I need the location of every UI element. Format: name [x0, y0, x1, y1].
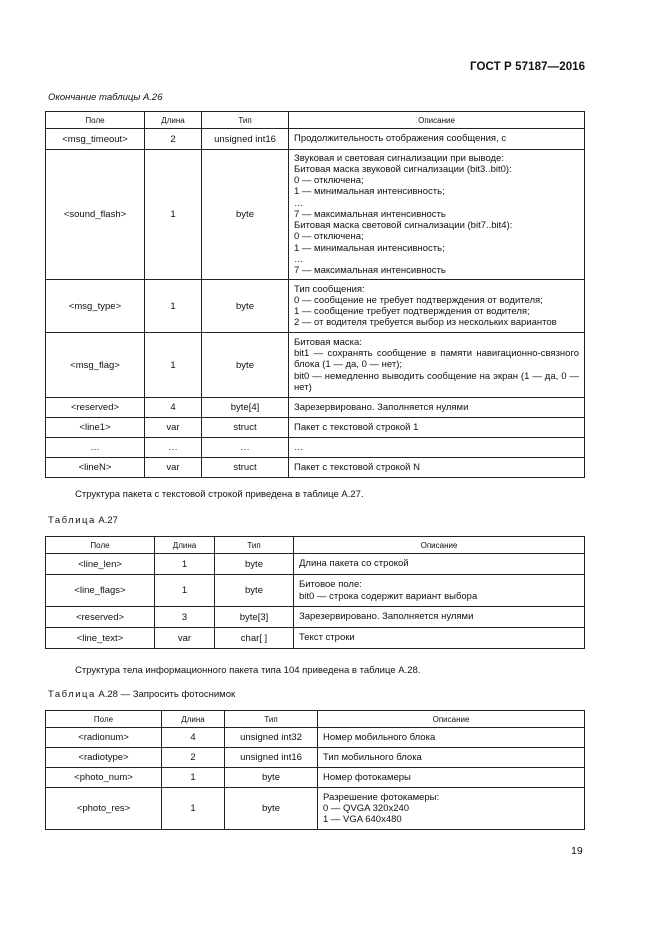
table-row — [46, 554, 585, 575]
cell-length: 1 — [155, 575, 215, 607]
cell-length: 4 — [162, 728, 225, 748]
cell-length: … — [145, 438, 202, 458]
cell-type: byte — [202, 150, 289, 280]
column-header-length: Длина — [155, 537, 215, 554]
table-a28 — [45, 710, 585, 830]
table-row — [46, 150, 585, 280]
table-row — [46, 728, 585, 748]
cell-length: 2 — [162, 748, 225, 768]
column-header-field: Поле — [46, 112, 145, 129]
cell-description — [294, 575, 585, 607]
cell-description: Пакет с текстовой строкой 1 — [289, 418, 585, 438]
description-line: Битовая маска световой сигнализации (bit7..bit4): — [294, 220, 513, 232]
table-a27 — [45, 536, 585, 649]
description-line: Звуковая и световая сигнализации при выводе: — [294, 152, 504, 164]
cell-description: Зарезервировано. Заполняется нулями — [294, 607, 585, 628]
column-header-description: Описание — [289, 112, 585, 129]
description-line: 1 — минимальная интенсивность; — [294, 186, 445, 198]
cell-description — [318, 788, 585, 830]
cell-field: <line_flags> — [46, 575, 155, 607]
description-line: 1 — минимальная интенсивность; — [294, 242, 445, 254]
table-row — [46, 418, 585, 438]
description-line: 0 — отключена; — [294, 175, 364, 187]
cell-field: <reserved> — [46, 398, 145, 418]
cell-length: 1 — [145, 333, 202, 398]
column-header-length: Длина — [162, 711, 225, 728]
table-a28-caption — [48, 689, 235, 700]
caption-number: А.28 — [98, 689, 118, 700]
cell-field: <msg_timeout> — [46, 129, 145, 150]
cell-length: var — [145, 458, 202, 478]
column-header-description: Описание — [318, 711, 585, 728]
column-header-length: Длина — [145, 112, 202, 129]
table-row — [46, 748, 585, 768]
cell-description — [289, 280, 585, 333]
table-a27-header — [46, 537, 585, 554]
cell-length: 2 — [145, 129, 202, 150]
cell-field: <msg_flag> — [46, 333, 145, 398]
cell-description: Зарезервировано. Заполняется нулями — [289, 398, 585, 418]
table-row — [46, 398, 585, 418]
cell-type: byte — [202, 280, 289, 333]
cell-length: 1 — [162, 768, 225, 788]
description-line: 7 — максимальная интенсивность — [294, 264, 446, 276]
cell-field: <msg_type> — [46, 280, 145, 333]
table-a28-header — [46, 711, 585, 728]
description-line: bit0 — немедленно выводить сообщение на экран (1 — да, 0 — нет) — [294, 370, 579, 393]
table-row — [46, 628, 585, 649]
cell-description: Продолжительность отображения сообщения, с — [289, 129, 585, 150]
cell-description — [289, 333, 585, 398]
cell-field: <photo_num> — [46, 768, 162, 788]
table-a27-caption — [48, 515, 118, 526]
cell-length: 1 — [145, 150, 202, 280]
table-row — [46, 607, 585, 628]
description-line: 1 — сообщение требует подтверждения от водителя; — [294, 306, 530, 317]
cell-description: Длина пакета со строкой — [294, 554, 585, 575]
description-line: 2 — от водителя требуется выбор из нескольких вариантов — [294, 317, 557, 329]
table-row — [46, 788, 585, 830]
cell-length: 1 — [155, 554, 215, 575]
cell-type: unsigned int32 — [225, 728, 318, 748]
cell-type: char[ ] — [215, 628, 294, 649]
table-row — [46, 280, 585, 333]
description-line: bit1 — сохранять сообщение в памяти навигационно-связного блока (1 — да, 0 — нет); — [294, 348, 579, 371]
table-row — [46, 438, 585, 458]
paragraph-table-a27-ref: Структура пакета с текстовой строкой приведена в таблице А.27. — [75, 489, 364, 500]
column-header-field: Поле — [46, 537, 155, 554]
description-line: bit0 — строка содержит вариант выбора — [299, 590, 478, 602]
cell-description — [289, 150, 585, 280]
table-a26 — [45, 111, 585, 478]
cell-length: 4 — [145, 398, 202, 418]
caption-prefix: Таблица — [48, 515, 96, 526]
description-line: 7 — максимальная интенсивность — [294, 208, 446, 220]
cell-field: <line1> — [46, 418, 145, 438]
table-row — [46, 768, 585, 788]
cell-field: <radiotype> — [46, 748, 162, 768]
cell-field: <lineN> — [46, 458, 145, 478]
caption-number: А.27 — [98, 515, 118, 526]
cell-type: byte — [225, 788, 318, 830]
cell-field: <line_text> — [46, 628, 155, 649]
table-row — [46, 129, 585, 150]
description-line: Битовая маска: — [294, 336, 362, 348]
cell-field: … — [46, 438, 145, 458]
description-line: 0 — QVGA 320x240 — [323, 802, 410, 814]
cell-field: <photo_res> — [46, 788, 162, 830]
page-number: 19 — [571, 845, 583, 857]
cell-description: Текст строки — [294, 628, 585, 649]
cell-description: … — [289, 438, 585, 458]
cell-type: … — [202, 438, 289, 458]
cell-field: <line_len> — [46, 554, 155, 575]
description-line: Битовое поле: — [299, 579, 362, 591]
cell-type: byte[3] — [215, 607, 294, 628]
cell-length: 1 — [145, 280, 202, 333]
description-line: 1 — VGA 640x480 — [323, 814, 402, 826]
cell-description: Номер мобильного блока — [318, 728, 585, 748]
table-row — [46, 458, 585, 478]
description-line: … — [294, 253, 304, 265]
column-header-description: Описание — [294, 537, 585, 554]
cell-field: <sound_flash> — [46, 150, 145, 280]
cell-type: byte — [215, 554, 294, 575]
description-line: Битовая маска звуковой сигнализации (bit3..bit0): — [294, 164, 512, 176]
cell-type: struct — [202, 418, 289, 438]
caption-title: — Запросить фотоснимок — [120, 689, 236, 700]
table-a26-header — [46, 112, 585, 129]
cell-description: Пакет с текстовой строкой N — [289, 458, 585, 478]
description-line: Разрешение фотокамеры: — [323, 791, 440, 803]
paragraph-table-a28-ref: Структура тела информационного пакета типа 104 приведена в таблице А.28. — [75, 665, 421, 676]
cell-length: var — [145, 418, 202, 438]
cell-type: byte — [202, 333, 289, 398]
table-row — [46, 333, 585, 398]
table-row — [46, 575, 585, 607]
description-line: Тип сообщения: — [294, 283, 365, 295]
description-line: 0 — отключена; — [294, 231, 364, 243]
cell-length: var — [155, 628, 215, 649]
description-line: … — [294, 197, 304, 209]
cell-type: byte[4] — [202, 398, 289, 418]
cell-type: byte — [215, 575, 294, 607]
cell-type: unsigned int16 — [202, 129, 289, 150]
table-a26-caption: Окончание таблицы А.26 — [48, 92, 163, 103]
cell-type: struct — [202, 458, 289, 478]
document-id: ГОСТ Р 57187—2016 — [470, 61, 586, 73]
column-header-type: Тип — [202, 112, 289, 129]
cell-description: Тип мобильного блока — [318, 748, 585, 768]
description-line: 0 — сообщение не требует подтверждения от водителя; — [294, 294, 543, 306]
cell-field: <reserved> — [46, 607, 155, 628]
caption-prefix: Таблица — [48, 689, 96, 700]
column-header-type: Тип — [215, 537, 294, 554]
cell-type: byte — [225, 768, 318, 788]
cell-length: 1 — [162, 788, 225, 830]
cell-length: 3 — [155, 607, 215, 628]
column-header-type: Тип — [225, 711, 318, 728]
cell-description: Номер фотокамеры — [318, 768, 585, 788]
cell-type: unsigned int16 — [225, 748, 318, 768]
cell-field: <radionum> — [46, 728, 162, 748]
column-header-field: Поле — [46, 711, 162, 728]
